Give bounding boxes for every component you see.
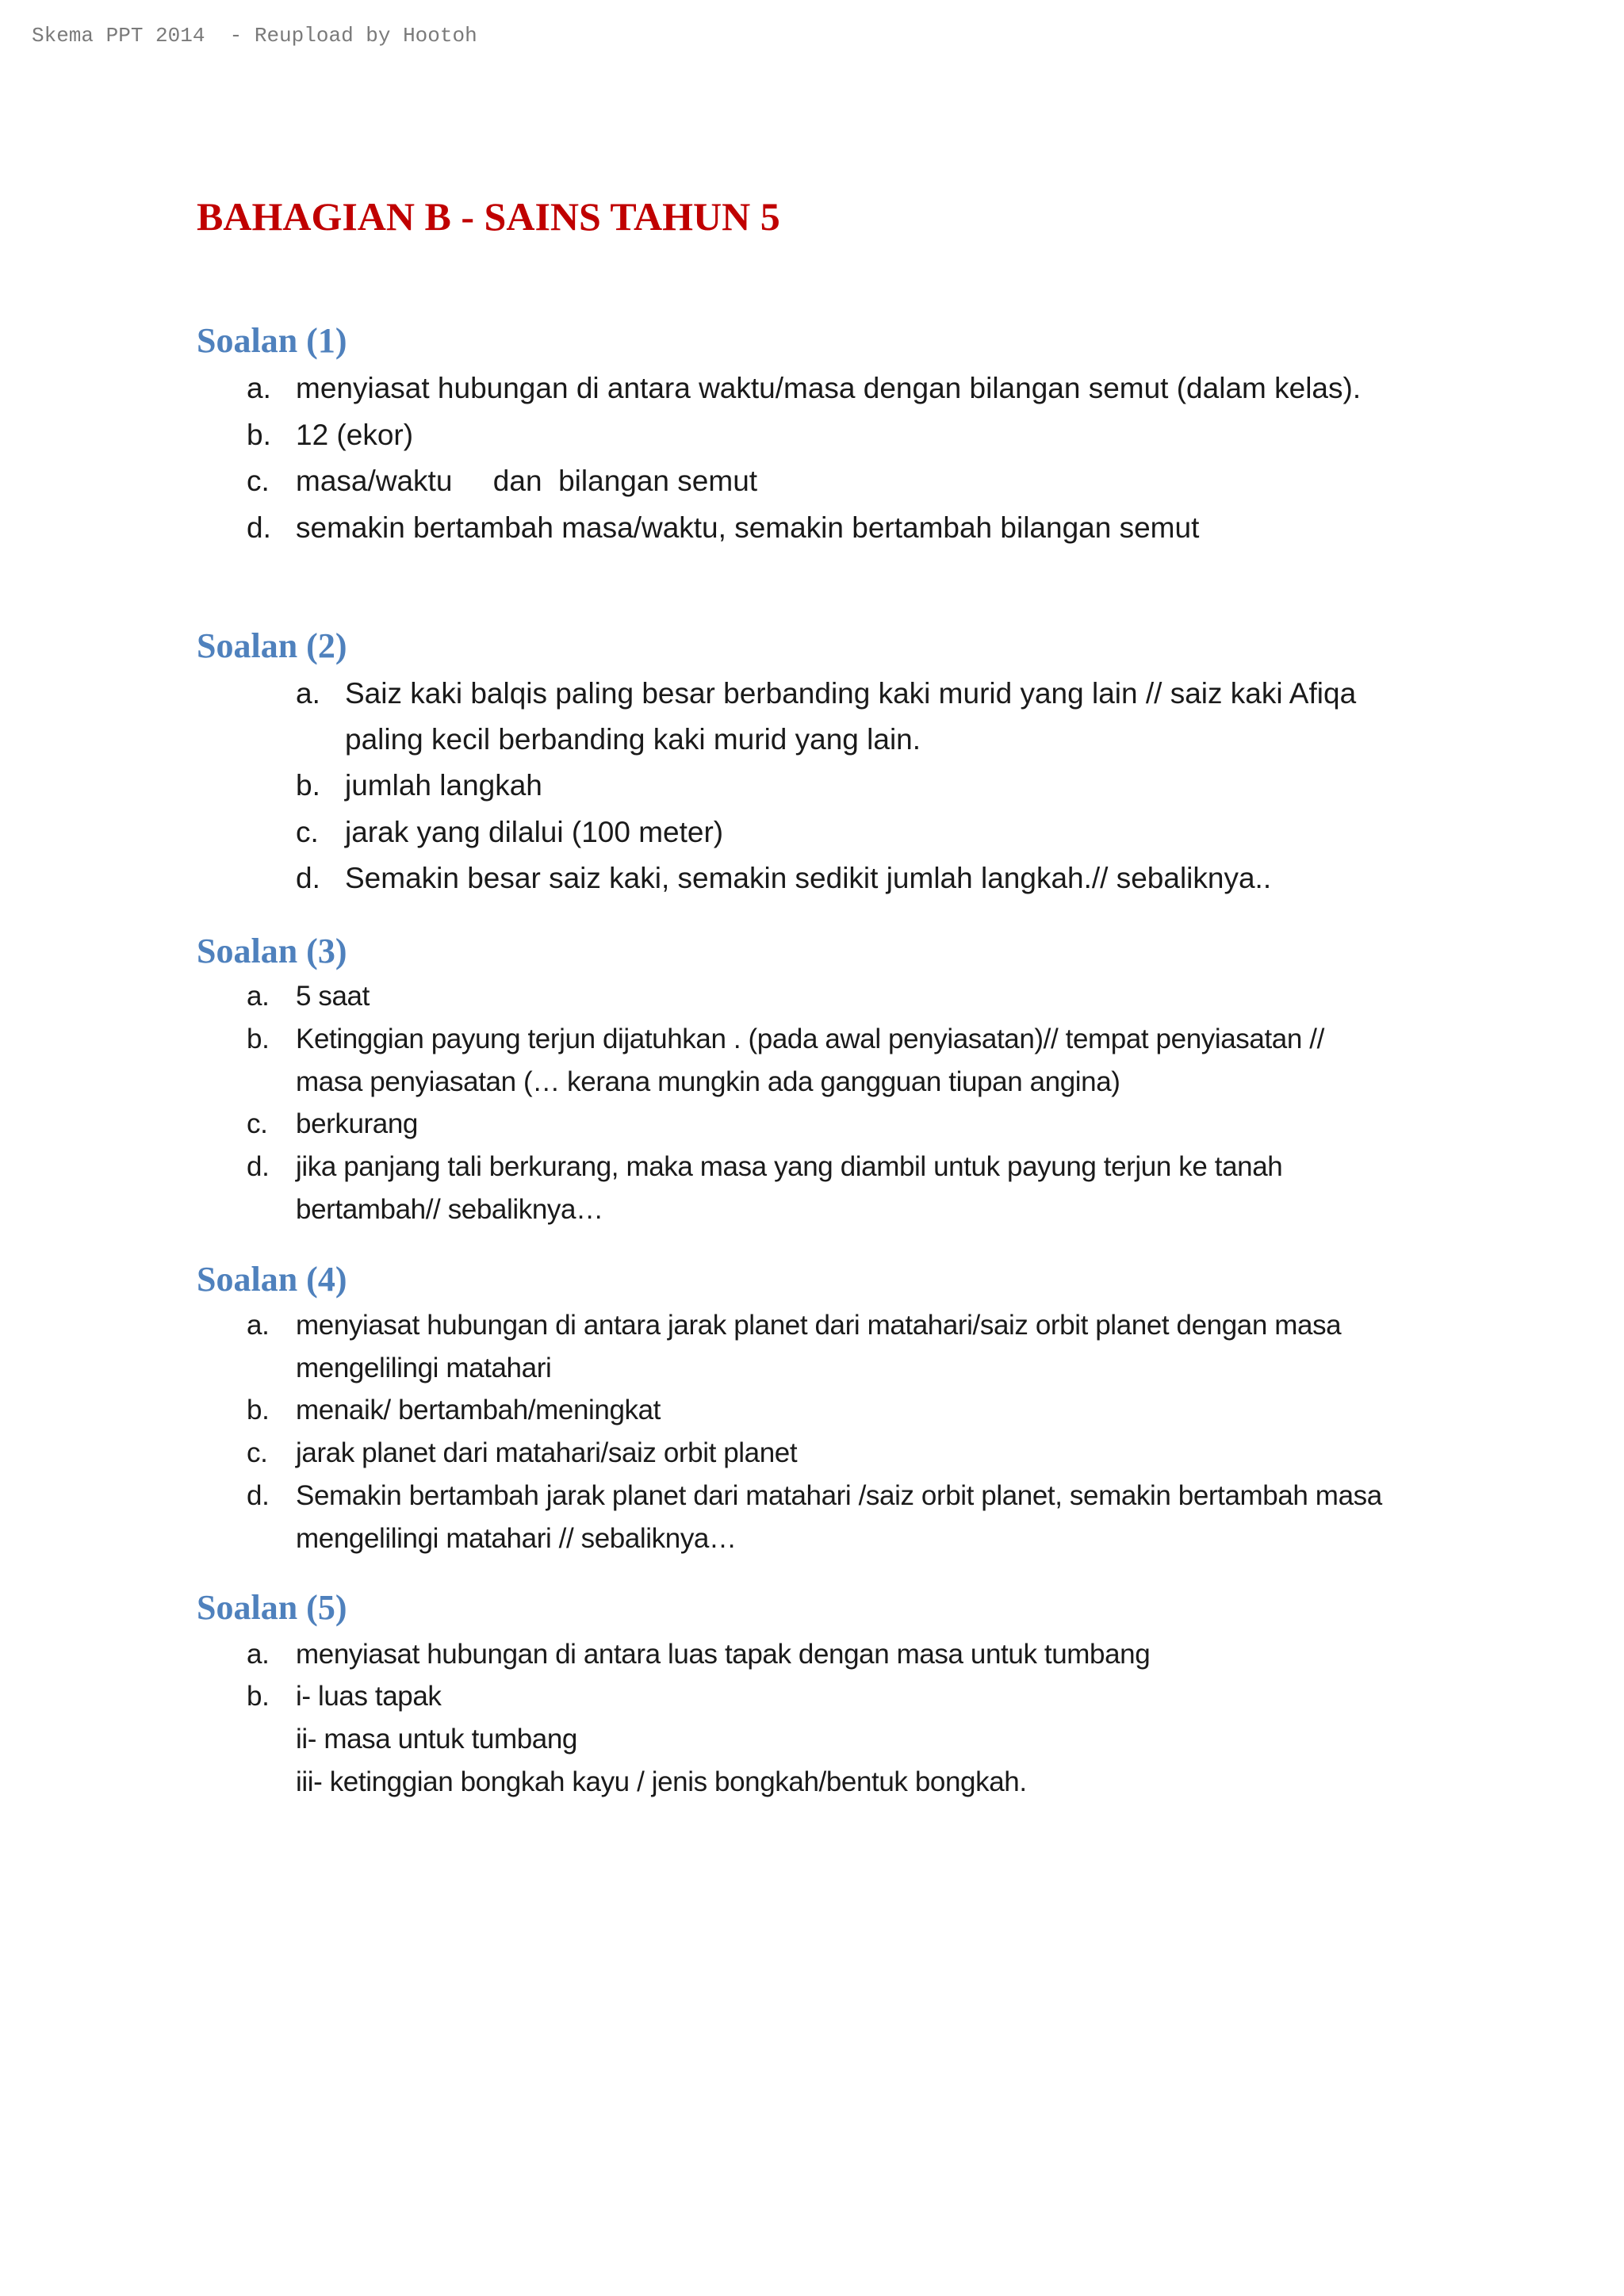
item-text: masa/waktu dan bilangan semut	[296, 465, 758, 497]
item-label: b.	[247, 419, 271, 451]
item-label: b.	[296, 769, 320, 802]
item-text: menyiasat hubungan di antara luas tapak dengan masa untuk tumbang	[296, 1639, 1151, 1670]
item-label: c.	[247, 1108, 268, 1139]
page-title: BAHAGIAN B - SAINS TAHUN 5	[197, 194, 780, 239]
item-text-line: Semakin bertambah jarak planet dari matahari /saiz orbit planet, semakin bertambah masa	[296, 1480, 1382, 1511]
item-text: 12 (ekor)	[296, 419, 414, 451]
item-text-line: Ketinggian payung terjun dijatuhkan . (pada awal penyiasatan)// tempat penyiasatan //	[296, 1024, 1324, 1054]
item-label: a.	[247, 1639, 270, 1670]
item-label: b.	[247, 1681, 270, 1712]
item-label: c.	[296, 816, 319, 848]
section-heading-soalan-3: Soalan (3)	[197, 932, 347, 970]
item-text-line: masa penyiasatan (… kerana mungkin ada gangguan tiupan angina)	[296, 1066, 1120, 1097]
item-label: a.	[247, 372, 271, 404]
item-text-line: i- luas tapak	[296, 1681, 442, 1712]
item-label: a.	[247, 981, 270, 1012]
item-label: a.	[296, 677, 320, 710]
section-heading-soalan-5: Soalan (5)	[197, 1588, 347, 1627]
section-heading-soalan-1: Soalan (1)	[197, 321, 347, 360]
item-text: jumlah langkah	[345, 769, 542, 802]
section-heading-soalan-4: Soalan (4)	[197, 1260, 347, 1299]
item-text: menyiasat hubungan di antara waktu/masa dengan bilangan semut (dalam kelas).	[296, 372, 1362, 404]
item-text-line: jika panjang tali berkurang, maka masa yang diambil untuk payung terjun ke tanah	[296, 1151, 1283, 1182]
item-label: b.	[247, 1024, 270, 1054]
item-text-line: iii- ketinggian bongkah kayu / jenis bongkah/bentuk bongkah.	[296, 1766, 1027, 1797]
section-heading-soalan-2: Soalan (2)	[197, 626, 347, 665]
item-text: Semakin besar saiz kaki, semakin sedikit jumlah langkah.// sebaliknya..	[345, 862, 1272, 894]
item-text-line: bertambah// sebaliknya…	[296, 1194, 603, 1225]
item-label: d.	[247, 1480, 270, 1511]
item-label: d.	[296, 862, 320, 894]
item-label: c.	[247, 1437, 268, 1468]
item-text-line: paling kecil berbanding kaki murid yang lain.	[345, 723, 921, 756]
item-text: 5 saat	[296, 981, 370, 1012]
item-text-line: Saiz kaki balqis paling besar berbanding kaki murid yang lain // saiz kaki Afiqa	[345, 677, 1357, 710]
item-text-line: ii- masa untuk tumbang	[296, 1724, 577, 1755]
watermark-text: Skema PPT 2014 - Reupload by Hootoh	[32, 24, 477, 48]
item-label: d.	[247, 1151, 270, 1182]
item-text-line: mengelilingi matahari	[296, 1353, 552, 1383]
item-text: jarak planet dari matahari/saiz orbit planet	[296, 1437, 798, 1468]
item-text: berkurang	[296, 1108, 419, 1139]
item-text: jarak yang dilalui (100 meter)	[345, 816, 724, 848]
item-label: c.	[247, 465, 270, 497]
item-label: b.	[247, 1395, 270, 1425]
item-text: menaik/ bertambah/meningkat	[296, 1395, 661, 1425]
item-text-line: mengelilingi matahari // sebaliknya…	[296, 1523, 737, 1554]
item-text-line: menyiasat hubungan di antara jarak planet dari matahari/saiz orbit planet dengan masa	[296, 1310, 1342, 1341]
item-label: a.	[247, 1310, 270, 1341]
item-label: d.	[247, 511, 271, 544]
item-text: semakin bertambah masa/waktu, semakin bertambah bilangan semut	[296, 511, 1200, 544]
